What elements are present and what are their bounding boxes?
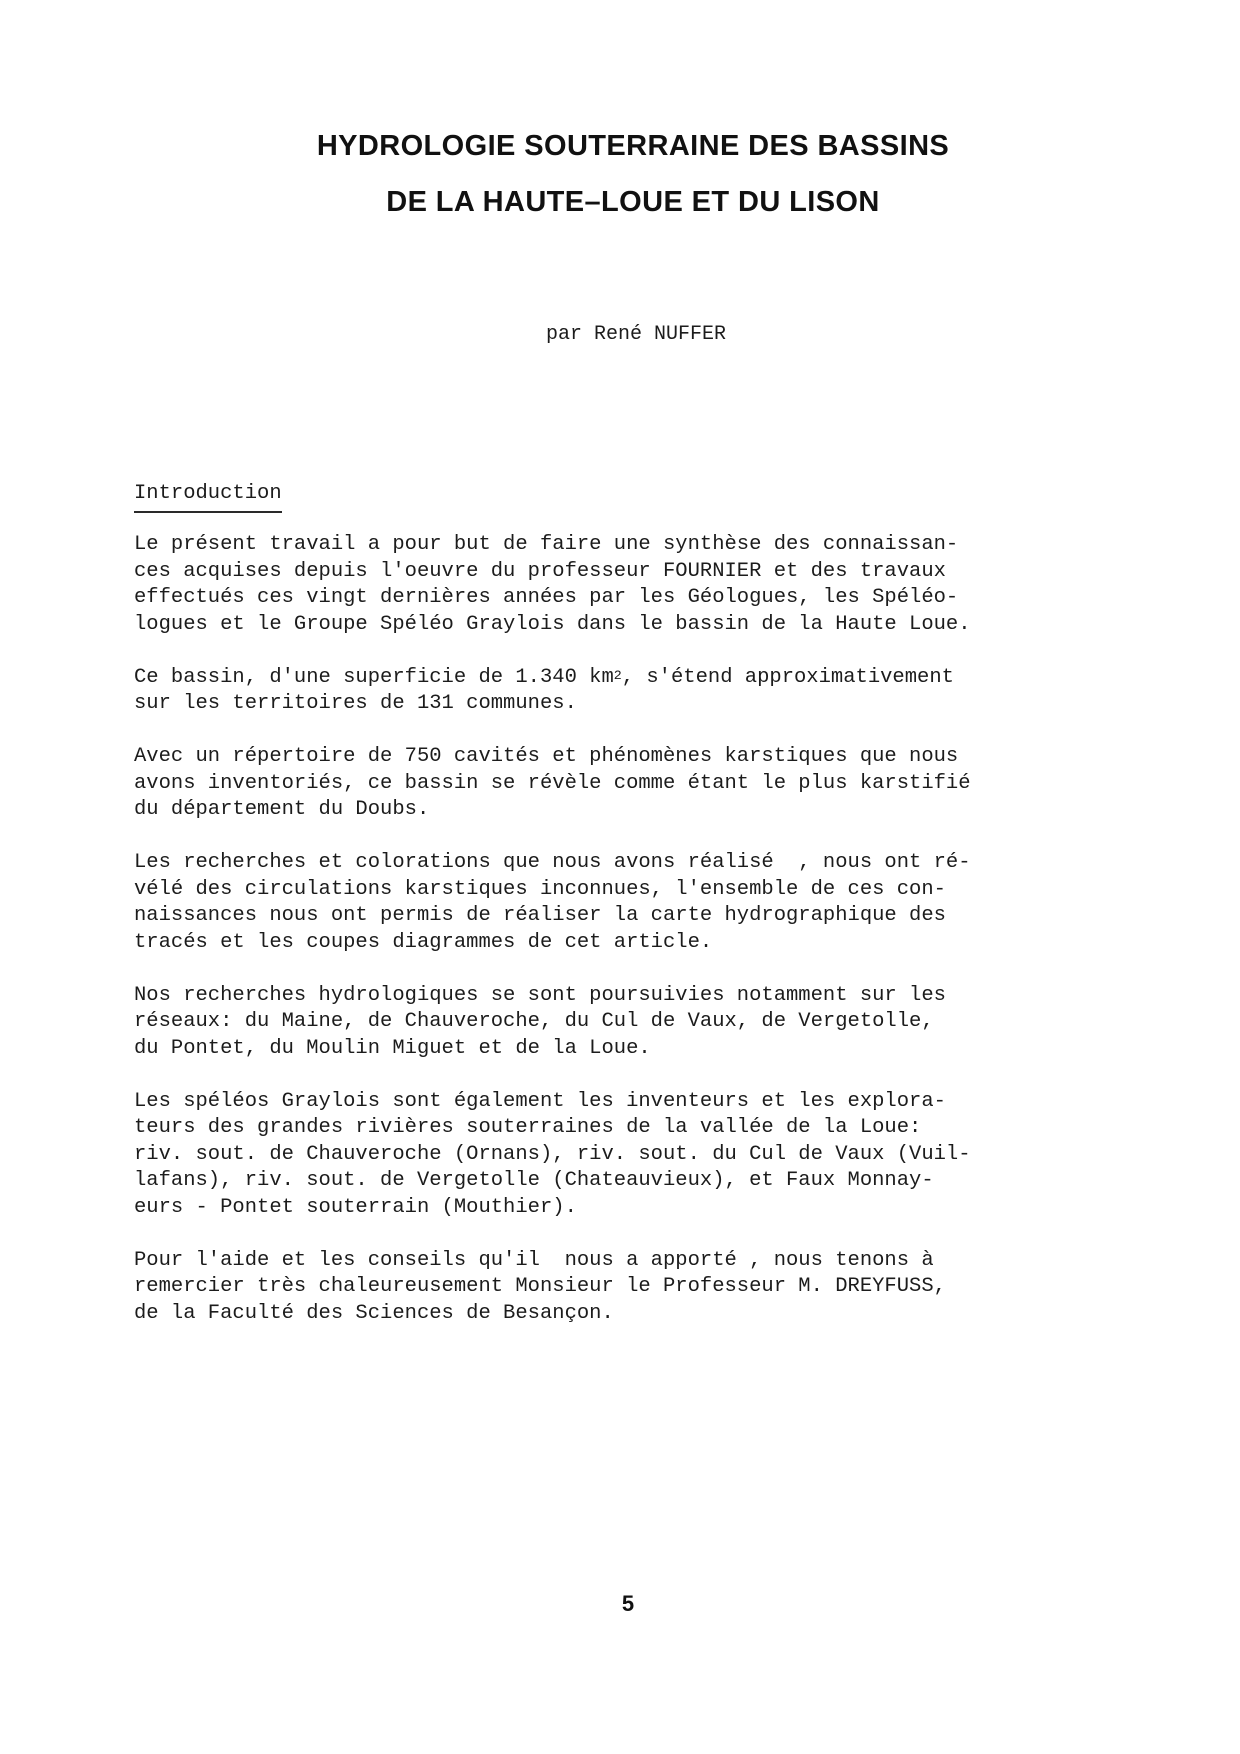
paragraph-line: vélé des circulations karstiques inconnues, l'ensemble de ces con- [134,877,946,901]
paragraph-line: lafans), riv. sout. de Vergetolle (Chateauvieux), et Faux Monnay- [134,1169,934,1192]
page-number: 5 [621,1591,635,1616]
paragraph-line: Les recherches et colorations que nous avons réalisé , nous ont ré- [134,851,971,874]
paragraph [134,1248,1164,1328]
paragraph [134,850,1164,956]
paragraph-line: eurs - Pontet souterrain (Mouthier). [134,1195,577,1219]
body-text [134,532,1164,1354]
paragraph-line: teurs des grandes rivières souterraines de la vallée de la Loue: [134,1116,922,1139]
paragraph-line: naissances nous ont permis de réaliser la carte hydrographique des [134,904,946,927]
title-line-2: DE LA HAUTE–LOUE ET DU LISON [386,186,880,218]
paragraph-line: Les spéléos Graylois sont également les inventeurs et les explora- [134,1089,946,1113]
paragraph-line: tracés et les coupes diagrammes de cet article. [134,930,713,954]
author-byline: par René NUFFER [545,323,727,346]
paragraph-line: Avec un répertoire de 750 cavités et phénomènes karstiques que nous [134,745,959,768]
paragraph-line: du Pontet, du Moulin Miguet et de la Loue. [134,1036,651,1060]
line-text: , s'étend approximativement [621,665,954,689]
paragraph-line: riv. sout. de Chauveroche (Ornans), riv. sout. du Cul de Vaux (Vuil- [134,1142,971,1166]
paragraph-line: Le présent travail a pour but de faire une synthèse des connaissan- [134,533,959,556]
paragraph [134,983,1164,1063]
paragraph-line: Nos recherches hydrologiques se sont poursuivies notamment sur les [134,983,946,1007]
paragraph-line: du département du Doubs. [134,798,430,821]
paragraph-line: ces acquises depuis l'oeuvre du professeur FOURNIER et des travaux [134,559,946,583]
page-title [0,118,1240,230]
paragraph-line: Pour l'aide et les conseils qu'il nous a apporté , nous tenons à [134,1248,934,1272]
paragraph-line: avons inventoriés, ce bassin se révèle comme étant le plus karstifié [134,771,971,795]
paragraph [134,532,1164,638]
line-text: Ce bassin, d'une superficie de 1.340 km [134,665,614,689]
superscript: 2 [613,667,622,683]
title-line-1: HYDROLOGIE SOUTERRAINE DES BASSINS [316,130,950,162]
paragraph [134,665,1164,718]
paragraph [134,744,1164,824]
paragraph-line: de la Faculté des Sciences de Besançon. [134,1301,614,1325]
paragraph-line: effectués ces vingt dernières années par les Géologues, les Spéléo- [134,586,959,609]
paragraph-line: sur les territoires de 131 communes. [134,692,577,715]
paragraph [134,1089,1164,1222]
paragraph-line: réseaux: du Maine, de Chauveroche, du Cul de Vaux, de Vergetolle, [134,1010,934,1033]
paragraph-line: logues et le Groupe Spéléo Graylois dans le bassin de la Haute Loue. [134,612,971,636]
paragraph-line [134,665,1164,692]
paragraph-line: remercier très chaleureusement Monsieur le Professeur M. DREYFUSS, [134,1275,946,1298]
section-heading-introduction: Introduction [134,481,282,513]
